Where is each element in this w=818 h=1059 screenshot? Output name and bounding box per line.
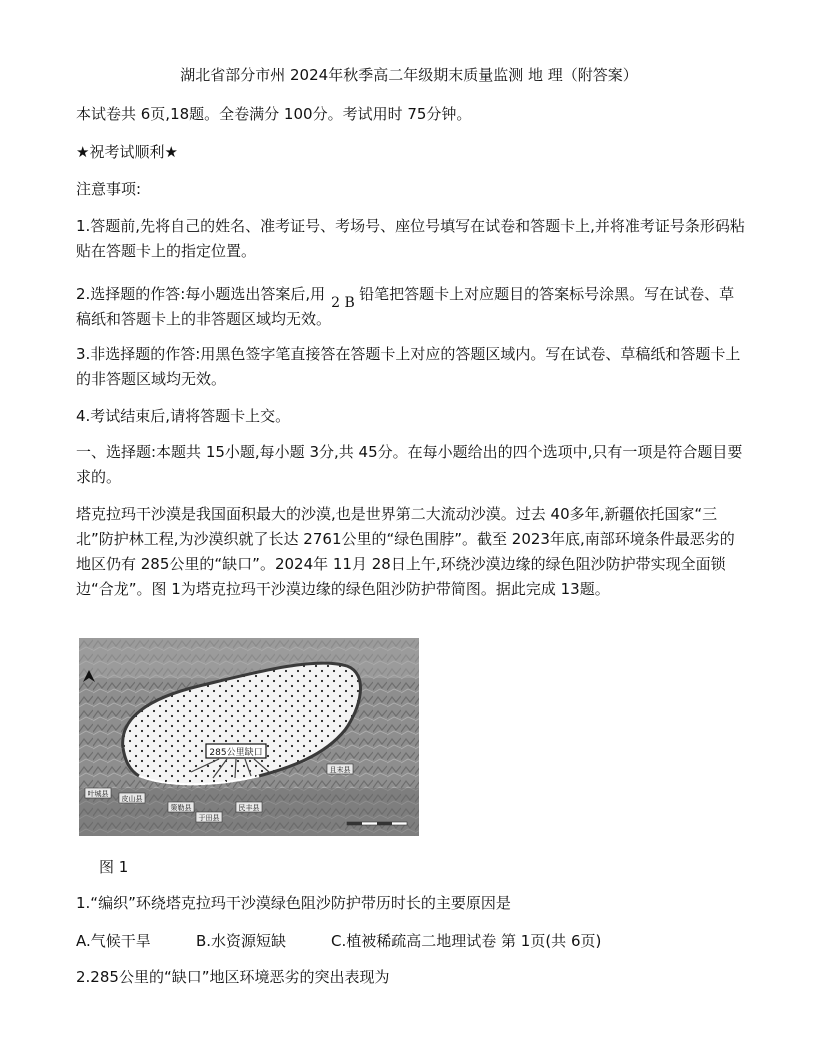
section-heading: 一、选择题:本题共 15小题,每小题 3分,共 45分。在每小题给出的四个选项中,只有一项是符合题目要求的。 [76,443,743,486]
notice-item-4: 4.考试结束后,请将答题卡上交。 [76,407,291,425]
place-label-1: 叶城县 [87,790,109,798]
option-c: C.植被稀疏高二地理试卷 第 1页(共 6页) [331,932,602,950]
notice-item-2 [76,282,746,332]
exam-info: 本试卷共 6页,18题。全卷满分 100分。考试用时 75分钟。 [76,105,472,123]
reading-passage: 塔克拉玛干沙漠是我国面积最大的沙漠,也是世界第二大流动沙漠。过去 40多年,新疆依托国家“三北”防护林工程,为沙漠织就了长达 2761公里的“绿色围脖”。截至 2023年底,南部环境条件最恶劣的地区仍有 285公里的“缺口”。2024年 11月 28日上午,环绕沙漠边缘的绿色阻沙防护带实现全面锁边“合龙”。图 1为塔克拉玛干沙漠边缘的绿色阻沙防护带简图。据此完成 13题。 [76,505,735,598]
notice-title: 注意事项: [76,180,142,198]
notice-item-3: 3.非选择题的作答:用黑色签字笔直接答在答题卡上对应的答题区域内。写在试卷、草稿纸和答题卡上的非答题区域均无效。 [76,345,741,388]
desert-map [79,638,419,836]
question-2-stem: 2.285公里的“缺口”地区环境恶劣的突出表现为 [76,968,390,986]
figure-caption: 图 1 [99,858,129,876]
place-label-3: 策勒县 [170,804,192,812]
question-1-options [76,930,601,951]
option-a: A.气候干旱 [76,932,151,950]
gap-label: 285公里缺口 [209,748,263,758]
scale-bar-icon [347,822,407,825]
place-label-2: 皮山县 [121,795,143,803]
option-b: B.水资源短缺 [196,932,287,950]
place-label-4: 于田县 [198,814,220,822]
notice-item-2-part-a: 2.选择题的作答:每小题选出答案后,用 [76,285,326,303]
good-luck-text: ★祝考试顺利★ [76,143,178,161]
notice-item-1: 1.答题前,先将自己的姓名、准考证号、考场号、座位号填写在试卷和答题卡上,并将准考证号条形码粘贴在答题卡上的指定位置。 [76,217,745,260]
place-label-5: 民丰县 [238,804,260,812]
pencil-grade-label: 2 B [331,295,355,311]
page-title: 湖北省部分市州 2024年秋季高二年级期末质量监测 地 理（附答案） [180,66,638,84]
desert-map-figure [79,638,419,836]
notice-item-2-part-b: 铅笔把答题卡上对应题目的答案标号涂黑。写在试卷、草稿纸和答题卡上的非答题区域均无效。 [76,285,735,328]
place-label-6: 且末县 [329,766,351,774]
question-1-stem: 1.“编织”环绕塔克拉玛干沙漠绿色阻沙防护带历时长的主要原因是 [76,894,511,912]
